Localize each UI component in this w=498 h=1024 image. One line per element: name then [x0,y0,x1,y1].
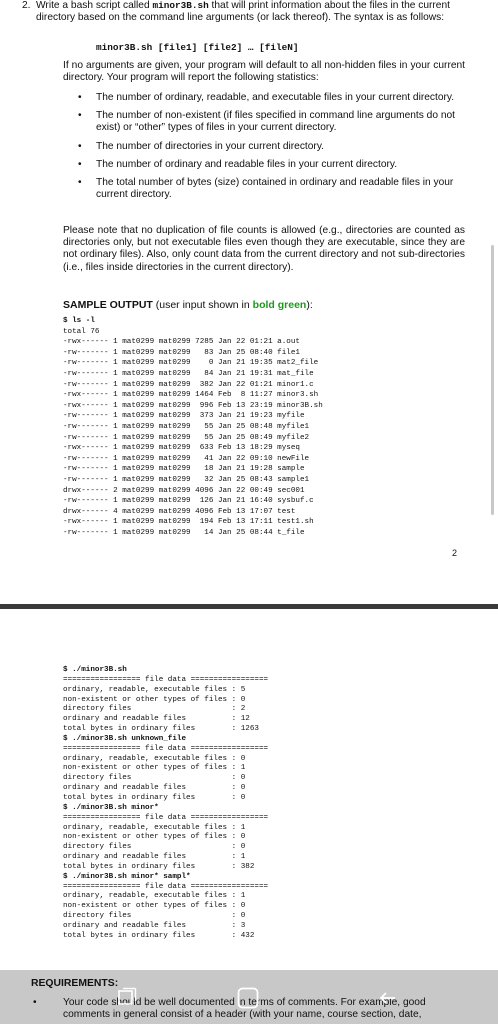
listing-row: -rwx------ 1 mat0299 mat0299 194 Feb 13 17:11 test1.sh [63,518,314,527]
listing-row: -rwx------ 1 mat0299 mat0299 7285 Jan 22 01:21 a.out [63,338,300,347]
sample-note-green: bold green [252,299,307,311]
statistics-item [78,110,466,134]
listing-row: -rw------- 1 mat0299 mat0299 14 Jan 25 08:44 t_file [63,528,305,537]
listing-row: -rwx------ 1 mat0299 mat0299 633 Feb 13 18:29 myseq [63,444,300,453]
run-stat-row: non-existent or other types of files : 0 [63,695,246,704]
listing-row: -rw------- 1 mat0299 mat0299 373 Jan 21 19:23 myfile [63,412,305,421]
run-command: $ ./minor3B.sh minor* sampl* [63,872,191,881]
back-icon [377,987,399,1009]
run-stat-row: ordinary and readable files : 12 [63,715,250,724]
run-stat-row: directory files : 0 [63,774,246,783]
intro-part-b: that will print information about the files in the current directory based on the command line arguments (or lack thereof). The syntax is as follows: [36,0,450,24]
listing-row: drwx------ 4 mat0299 mat0299 4096 Feb 13 17:07 test [63,507,296,516]
run-stat-row: non-existent or other types of files : 1 [63,764,246,773]
sample-note-b: ): [306,299,313,311]
statistics-item [78,177,466,201]
run-stat-row: ordinary, readable, executable files : 0 [63,754,246,763]
listing-row: -rw------- 1 mat0299 mat0299 382 Jan 22 01:21 minor1.c [63,380,314,389]
listing-row: -rw------- 1 mat0299 mat0299 32 Jan 25 08:43 sample1 [63,475,310,484]
sample-output-title: SAMPLE OUTPUT [63,299,153,311]
statistics-item-text: The total number of bytes (size) contained in ordinary and readable files in your current directory. [96,177,454,201]
statistics-item-text: The number of ordinary, readable, and executable files in your current directory. [96,92,455,103]
run-stat-row: directory files : 2 [63,705,246,714]
run-header: ================= file data ================= [63,744,269,753]
statistics-item-text: The number of ordinary and readable files in your current directory. [96,158,398,170]
question-number: 2. [22,0,31,11]
bullet-dot: • [78,92,82,103]
run-command: $ ./minor3B.sh unknown_file [63,734,187,743]
run-header: ================= file data ================= [63,882,269,891]
ls-listing [63,316,323,538]
listing-row: -rw------- 1 mat0299 mat0299 0 Jan 21 19:35 mat2_file [63,359,319,368]
sample-output-heading [63,299,313,311]
listing-row: -rw------- 1 mat0299 mat0299 84 Jan 21 19:31 mat_file [63,369,314,378]
recent-apps-button[interactable] [110,980,146,1016]
no-args-paragraph: If no arguments are given, your program will default to all non-hidden files in your current directory. Your program will report the following statistics: [63,60,465,84]
run-header: ================= file data ================= [63,813,269,822]
run-header: ================= file data ================= [63,675,269,684]
listing-command: $ ls -l [63,317,95,325]
listing-row: -rw------- 1 mat0299 mat0299 83 Jan 25 08:40 file1 [63,348,300,357]
back-button[interactable] [370,980,406,1016]
statistics-item-text: The number of non-existent (if files specified in command line arguments do not exist) or “other” types of files in your current directory. [96,110,456,134]
intro-part-a: Write a bash script called [36,0,153,11]
requirements-heading: REQUIREMENTS: [31,978,119,989]
run-stat-row: non-existent or other types of files : 0 [63,833,246,842]
run-stat-row: ordinary, readable, executable files : 1 [63,892,246,901]
scrollbar[interactable] [491,245,494,515]
run-stat-row: ordinary and readable files : 0 [63,784,246,793]
listing-total: total 76 [63,327,100,336]
duplication-paragraph: Please note that no duplication of file counts is allowed (e.g., directories are counted as directories only, but not executable files even though they are executable, since they are not ordinary files). Also, only count data from the current directory and not sub-directories (i.e., files inside directories in the current directory). [63,225,465,273]
page-number: 2 [452,548,458,558]
statistics-item [78,92,466,104]
statistics-item [78,141,466,153]
listing-row: drwx------ 2 mat0299 mat0299 4096 Jan 22 00:49 sec001 [63,486,305,495]
requirements-item-text: Your code should be well documented in terms of comments. For example, good comments in general consist of a header (with your name, course section, date, [63,997,426,1021]
run-stat-row: total bytes in ordinary files : 1263 [63,725,259,734]
run-stat-row: total bytes in ordinary files : 432 [63,931,255,940]
system-nav-buttons [0,972,498,1024]
recent-apps-icon [117,987,139,1009]
run-command: $ ./minor3B.sh [63,666,127,674]
home-button[interactable] [230,980,266,1016]
run-stat-row: total bytes in ordinary files : 0 [63,793,246,802]
syntax-line: minor3B.sh [file1] [file2] … [fileN] [96,42,299,53]
run-stat-row: total bytes in ordinary files : 382 [63,862,255,871]
bullet-dot: • [33,997,37,1008]
sample-note-a: (user input shown in [152,299,253,311]
statistics-list [78,92,466,207]
bullet-dot: • [78,140,82,152]
statistics-item [78,159,466,171]
script-name: minor3B.sh [152,0,209,11]
listing-row: -rw------- 1 mat0299 mat0299 55 Jan 25 08:49 myfile2 [63,433,310,442]
statistics-item-text: The number of directories in your current directory. [96,140,324,152]
sample-runs-output [63,666,268,942]
listing-row: -rwx------ 1 mat0299 mat0299 996 Feb 13 23:19 minor3B.sh [63,401,323,410]
run-stat-row: ordinary and readable files : 3 [63,921,246,930]
bullet-dot: • [78,177,82,189]
bullet-dot: • [78,110,82,122]
run-stat-row: ordinary, readable, executable files : 5 [63,685,246,694]
listing-row: -rw------- 1 mat0299 mat0299 18 Jan 21 19:28 sample [63,465,305,474]
run-stat-row: ordinary, readable, executable files : 1 [63,823,246,832]
run-stat-row: directory files : 0 [63,912,246,921]
question-text [22,0,466,24]
run-stat-row: ordinary and readable files : 1 [63,853,246,862]
run-stat-row: non-existent or other types of files : 0 [63,902,246,911]
run-command: $ ./minor3B.sh minor* [63,803,159,812]
run-stat-row: directory files : 0 [63,843,246,852]
listing-row: -rw------- 1 mat0299 mat0299 55 Jan 25 08:48 myfile1 [63,422,310,431]
listing-row: -rw------- 1 mat0299 mat0299 41 Jan 22 09:10 newFile [63,454,310,463]
home-icon [236,986,260,1010]
listing-row: -rwx------ 1 mat0299 mat0299 1464 Feb 8 11:27 minor3.sh [63,391,319,400]
bullet-dot: • [78,158,82,170]
listing-row: -rw------- 1 mat0299 mat0299 126 Jan 21 16:40 sysbuf.c [63,497,314,506]
